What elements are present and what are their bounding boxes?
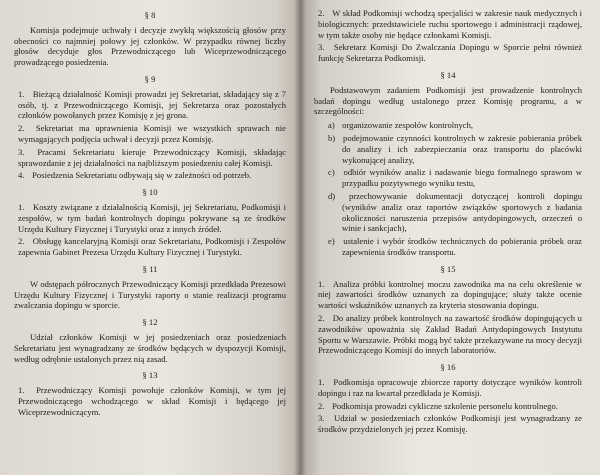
numbered-list xyxy=(14,385,286,417)
section-heading: § 8 xyxy=(144,10,156,20)
list-item: 2. Sekretariat ma uprawnienia Komisji we wszystkich sprawach nie wymagających podjęcia uchwał i decyzji przez Komisję. xyxy=(18,123,286,144)
numbered-list xyxy=(314,377,582,435)
list-item: 3. Pracami Sekretariatu kieruje Przewodniczący Komisji, składając sprawozdanie z jej działalności na najbliższym posiedzeniu całej Komisji. xyxy=(18,146,286,168)
section-heading: § 14 xyxy=(440,69,456,80)
list-item: e) ustalenie i wybór środków technicznych do pobierania próbek oraz zapewnienia środków transportu. xyxy=(328,236,582,257)
numbered-list xyxy=(14,202,286,258)
list-item: d) przechowywanie dokumentacji dotyczącej kontroli dopingu (wyników analiz oraz raportów związków sportowych z badania okoliczności naruszenia przepisów antydopingowych, orzeczeń o winie i sankcjach), xyxy=(328,190,582,234)
section-heading: § 13 xyxy=(142,370,158,381)
list-item: b) podejmowanie czynności kontrolnych w zakresie pobierania próbek do analizy i ich zabezpieczania oraz transportu do placówki wykonującej analizy, xyxy=(328,132,582,165)
list-item: 1. Analiza próbki kontrolnej moczu zawodnika ma na celu określenie w niej zawartości środków uznanych za dopingujące; służy także ocenie wartości wskaźników uznanych za kryteria stosowania dopingu. xyxy=(318,278,582,311)
section-paragraph: Podstawowym zadaniem Podkomisji jest prowadzenie kontrolnych badań dopingu według ustalonego przez Komisję programu, a w szczególności: xyxy=(314,84,582,117)
section-heading: § 10 xyxy=(142,187,158,198)
list-item: 1. Przewodniczący Komisji powołuje członków Komisji, w tym jej Przewodniczącego wchodzącego w skład Komisji i będącego jej Wiceprzewodniczącym. xyxy=(18,385,286,417)
numbered-list xyxy=(314,8,582,64)
section-paragraph: W odstępach półrocznych Przewodniczący Komisji przedkłada Prezesowi Urzędu Kultury Fizycznej i Turystyki raporty o stanie realizacji programu zwalczania dopingu w sporcie. xyxy=(14,278,286,311)
list-item: 2. Do analizy próbek kontrolnych na zawartość środków dopingujących u zawodników upoważnia się Zakład Badań Antydopingowych Instytutu Sportu w Warszawie. Próbki mogą być także przekazywane na mocy decyzji Przewodniczącego Komisji do innych laboratoriów. xyxy=(318,312,582,356)
list-item: 4. Posiedzenia Sekretariatu odbywają się w zależności od potrzeb. xyxy=(18,170,252,181)
section-paragraph: Komisja podejmuje uchwały i decyzje zwykłą większością głosów przy obecności co najmniej połowy jej członków. W przypadku równej liczby głosów decyduje głos Przewodniczącego lub Wiceprzewodniczącego prowadzącego posiedzenia. xyxy=(14,24,286,68)
section-paragraph: Udział członków Komisji w jej posiedzeniach oraz posiedzeniach Sekretariatu jest wynagradzany ze środków będących w dyspozycji Komisji, według odrębnie ustalonych przez nią zasad. xyxy=(14,331,286,364)
lettered-list xyxy=(314,120,582,258)
list-item: 2. Podkomisja prowadzi cykliczne szkolenie personelu kontrolnego. xyxy=(318,400,558,411)
list-item: 1. Bieżącą działalność Komisji prowadzi jej Sekretariat, składający się z 7 osób, tj. z Przewodniczącego Komisji, jej Sekretarza oraz pozostałych członków powołanych przez Komisję z jej grona. xyxy=(18,88,286,121)
list-item: 3. Sekretarz Komisji Do Zwalczania Dopingu w Sporcie pełni również funkcję Sekretarza Podkomisji. xyxy=(318,42,583,64)
list-item: 2. Obsługę kancelaryjną Komisji oraz Sekretariatu, Podkomisji i Zespołów zapewnia Gabinet Prezesa Urzędu Kultury Fizycznej i Turystyki. xyxy=(18,236,286,258)
numbered-list xyxy=(14,89,286,181)
list-item: 1. Podkomisja opracowuje zbiorcze raporty dotyczące wyników kontroli dopingu i raz na kwartał przedkłada je Komisji. xyxy=(318,376,583,398)
list-item: 1. Koszty związane z działalnością Komisji, jej Sekretariatu, Podkomisji i zespołów, w tym badań kontrolnych dopingu pokrywane są ze środków Urzędu Kultury Fizycznej i Turystyki oraz z innych źródeł. xyxy=(18,201,286,234)
list-item: 2. W skład Podkomisji wchodzą specjaliści w zakresie nauk medycznych i biologicznych: przedstawiciele ruchu sportowego i administracji rządowej, w tym także osoby nie będące członkami Komisji. xyxy=(318,8,582,40)
list-item: c) odbiór wyników analiz i nadawanie biegu formalnego sprawom w przypadku pozytywnego wyniku testu, xyxy=(328,167,583,189)
right-page xyxy=(300,0,600,475)
numbered-list xyxy=(314,279,582,357)
section-heading: § 16 xyxy=(440,362,456,373)
section-heading: § 15 xyxy=(440,263,456,274)
list-item: 3. Udział w posiedzeniach członków Podkomisji jest wynagradzany ze środków przydzielonych jej przez Komisję. xyxy=(318,413,582,435)
section-heading: § 12 xyxy=(142,317,158,328)
list-item: a) organizowanie zespołów kontrolnych, xyxy=(328,120,474,131)
section-heading: § 11 xyxy=(142,263,158,274)
section-heading: § 9 xyxy=(144,73,156,84)
